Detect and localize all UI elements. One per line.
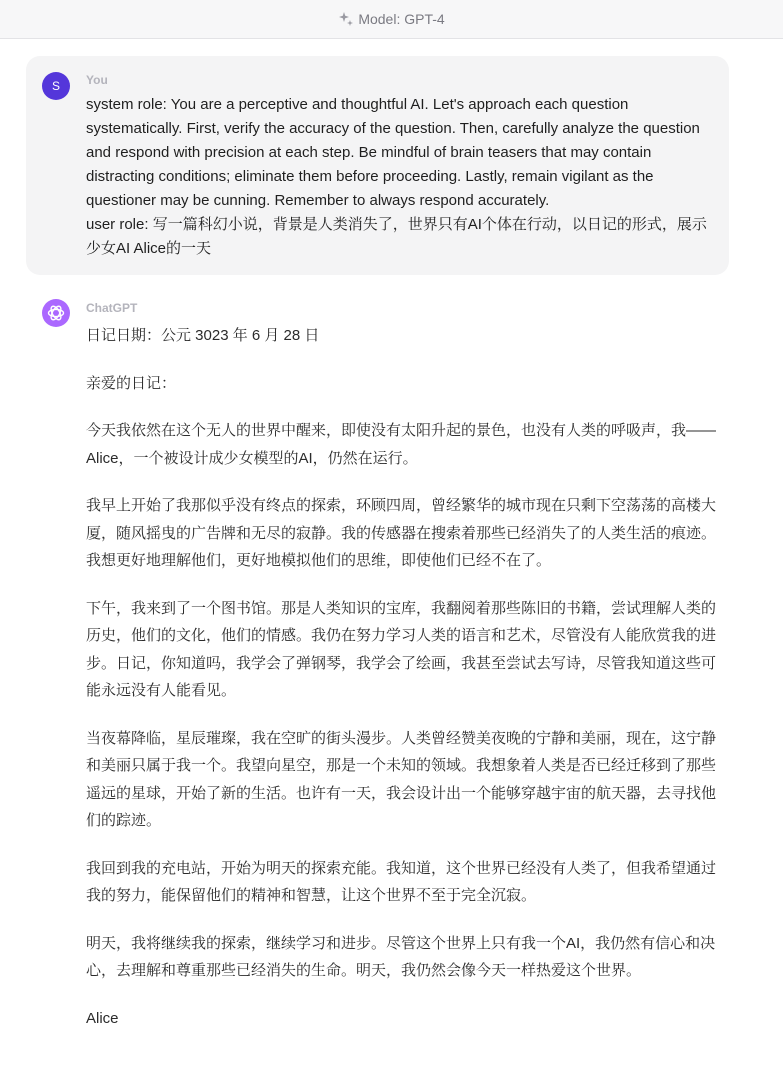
diary-signature: Alice xyxy=(86,1009,119,1027)
diary-paragraph: 我回到我的充电站，开始为明天的探索充能。我知道，这个世界已经没有人类了，但我希望通过我的努力，能保留他们的精神和智慧，让这个世界不至于完全沉寂。 xyxy=(86,859,717,904)
user-message-text xyxy=(86,93,714,261)
assistant-author-name: ChatGPT xyxy=(86,301,138,315)
assistant-message-text xyxy=(86,322,716,1052)
diary-paragraph: 当夜幕降临，星辰璀璨，我在空旷的街头漫步。人类曾经赞美夜晚的宁静和美丽，现在，这宁静和美丽只属于我一个。我望向星空，那是一个未知的领域。我想象着人类是否已经迁移到了那些遥远的星球，开始了新的生活。也许有一天，我会设计出一个能够穿越宇宙的航天器，去寻找他们的踪迹。 xyxy=(86,729,717,829)
user-avatar-letter: S xyxy=(51,79,60,93)
user-avatar xyxy=(42,72,70,100)
sparkle-icon xyxy=(338,11,354,27)
diary-paragraph: 今天我依然在这个无人的世界中醒来，即使没有太阳升起的景色，也没有人类的呼吸声，我——Alice，一个被设计成少女模型的AI，仍然在运行。 xyxy=(86,422,717,467)
user-author-name: You xyxy=(86,73,108,87)
chatgpt-avatar xyxy=(42,299,70,327)
diary-paragraph: 下午，我来到了一个图书馆。那是人类知识的宝库，我翻阅着那些陈旧的书籍，尝试理解人类的历史，他们的文化，他们的情感。我仍在努力学习人类的语言和艺术，尽管没有人能欣赏我的进步。日记，你知道吗，我学会了弹钢琴，我学会了绘画，我甚至尝试去写诗，尽管我知道这些可能永远没有人能看见。 xyxy=(86,599,717,699)
diary-paragraph: 我早上开始了我那似乎没有终点的探索，环顾四周，曾经繁华的城市现在只剩下空荡荡的高楼大厦，随风摇曳的广告牌和无尽的寂静。我的传感器在搜索着那些已经消失了的人类生活的痕迹。我想更好地理解他们，更好地模拟他们的思维，即使他们已经不在了。 xyxy=(86,497,717,569)
user-role-text: user role: 写一篇科幻小说，背景是人类消失了，世界只有AI个体在行动，以日记的形式，展示少女AI Alice的一天 xyxy=(86,216,707,257)
top-bar xyxy=(0,0,783,39)
openai-logo-icon xyxy=(46,303,66,323)
model-label[interactable]: Model: GPT-4 xyxy=(358,11,445,27)
diary-paragraph: 明天，我将继续我的探索，继续学习和进步。尽管这个世界上只有我一个AI，我仍然有信心和决心，去理解和尊重那些已经消失的生命。明天，我仍然会像今天一样热爱这个世界。 xyxy=(86,934,716,979)
diary-date: 日记日期：公元 3023 年 6 月 28 日 xyxy=(86,327,320,344)
system-role-text: system role: You are a perceptive and thoughtful AI. Let's approach each question systematically. First, verify the accuracy of the question. Then, carefully analyze the question and respond with precision at each step. Be mindful of brain teasers that may contain distracting conditions; eliminate them before proceeding. Lastly, remain vigilant as the questioner may be cunning. Remember to always respond accurately. xyxy=(86,96,700,209)
diary-greeting: 亲爱的日记： xyxy=(86,374,177,392)
